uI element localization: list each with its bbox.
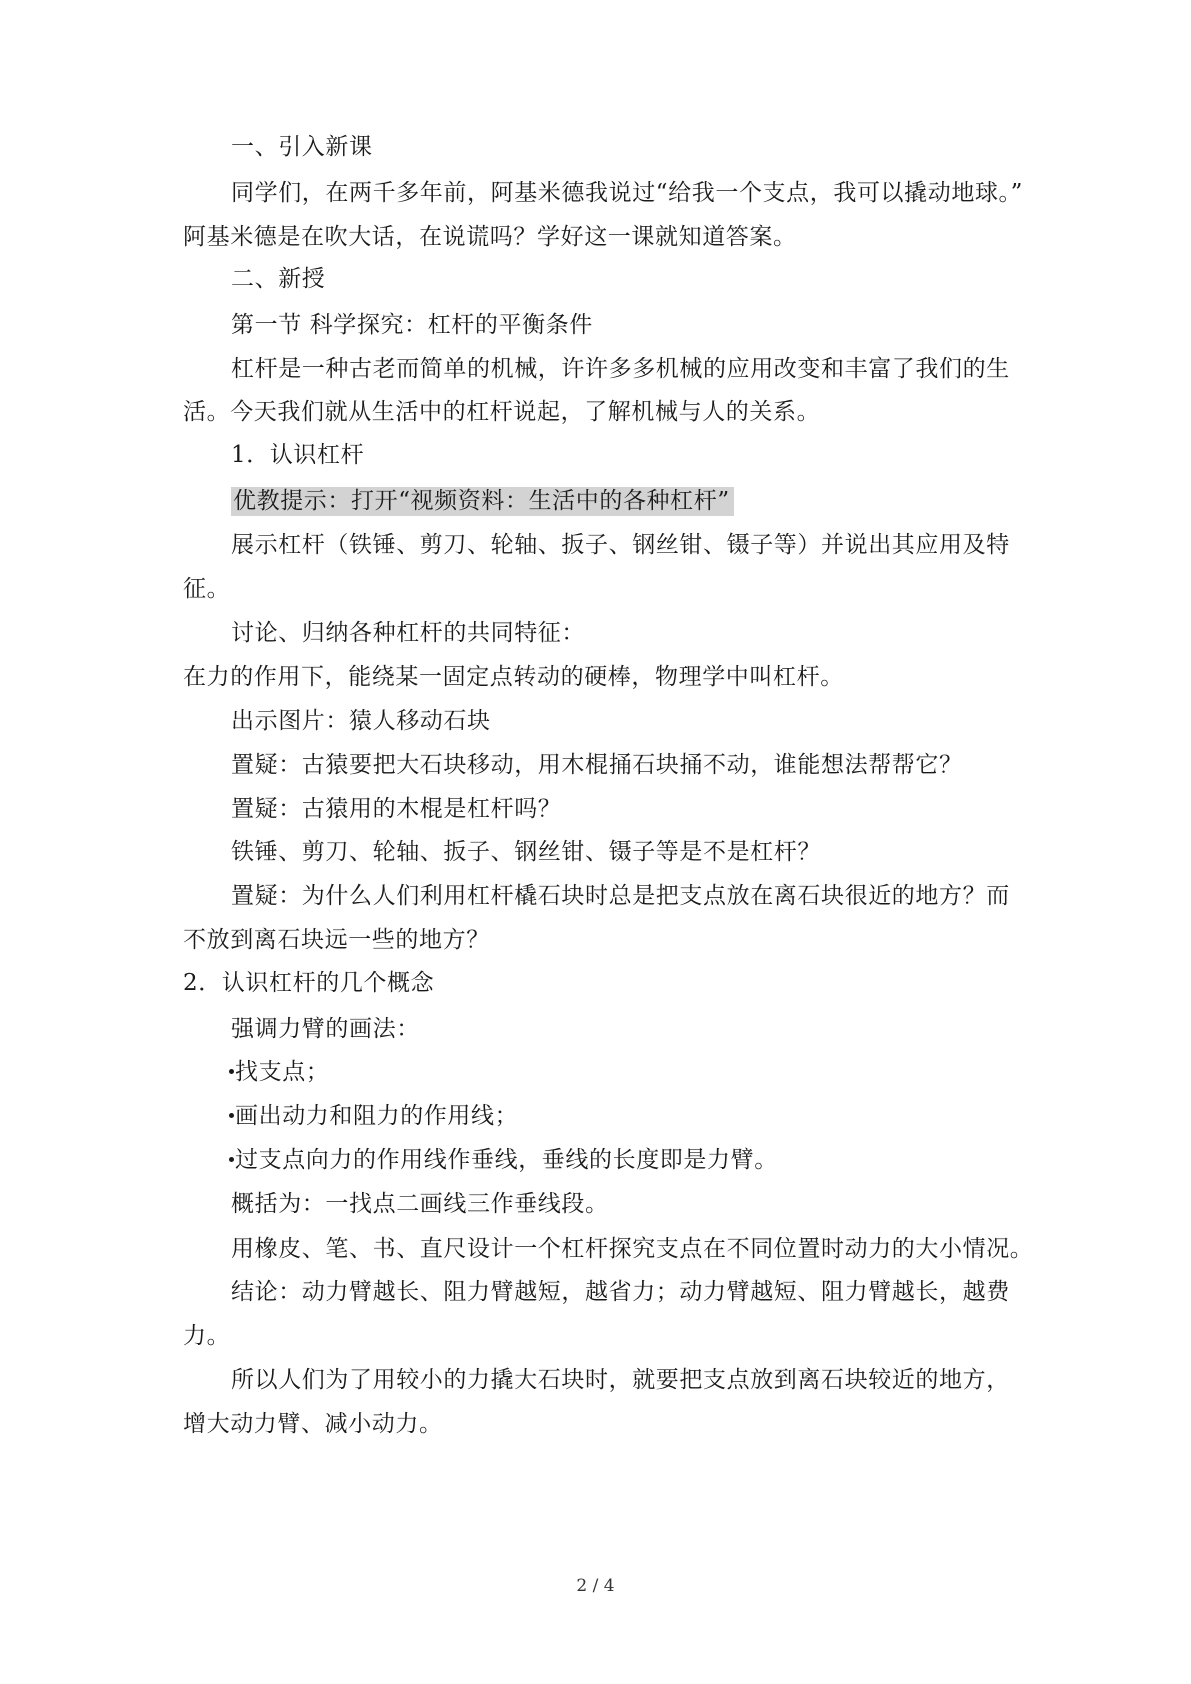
list-item: 画出动力和阻力的作用线；	[229, 1102, 518, 1130]
heading-new-lesson: 二、新授	[231, 266, 326, 292]
paragraph-line: 力。	[183, 1323, 231, 1349]
paragraph-line: 不放到离石块远一些的地方？	[183, 927, 490, 953]
tip-highlight	[231, 487, 734, 515]
paragraph-line: 所以人们为了用较小的力撬大石块时，就要把支点放到离石块较近的地方，	[231, 1367, 1010, 1393]
paragraph-line: 出示图片：猿人移动石块	[231, 708, 491, 734]
section-title: 第一节 科学探究：杠杆的平衡条件	[231, 312, 593, 338]
paragraph-line: 展示杠杆（铁锤、剪刀、轮轴、扳子、钢丝钳、镊子等）并说出其应用及特	[231, 532, 1010, 558]
tip-text: 优教提示：打开“视频资料：生活中的各种杠杆”	[231, 487, 734, 516]
paragraph-line: 阿基米德是在吹大话，在说谎吗？学好这一课就知道答案。	[183, 224, 797, 250]
paragraph-line: 强调力臂的画法：	[231, 1016, 420, 1042]
paragraph-line: 讨论、归纳各种杠杆的共同特征：	[231, 620, 585, 646]
list-item: 过支点向力的作用线作垂线，垂线的长度即是力臂。	[229, 1146, 778, 1174]
paragraph-line: 概括为：一找点二画线三作垂线段。	[231, 1191, 609, 1217]
paragraph-line: 铁锤、剪刀、轮轴、扳子、钢丝钳、镊子等是不是杠杆？	[231, 839, 821, 865]
subheading-concepts: 2．认识杠杆的几个概念	[183, 970, 435, 996]
list-item: 找支点；	[229, 1058, 329, 1086]
paragraph-line: 征。	[183, 576, 231, 602]
paragraph-line: 用橡皮、笔、书、直尺设计一个杠杆探究支点在不同位置时动力的大小情况。	[231, 1236, 1034, 1262]
page-number: 2 / 4	[576, 1576, 615, 1596]
bullet-icon	[229, 1157, 234, 1162]
paragraph-line: 增大动力臂、减小动力。	[183, 1411, 443, 1437]
paragraph-line: 活。今天我们就从生活中的杠杆说起，了解机械与人的关系。	[183, 399, 821, 425]
paragraph-line: 置疑：为什么人们利用杠杆橇石块时总是把支点放在离石块很近的地方？而	[231, 883, 1010, 909]
paragraph-line: 同学们，在两千多年前，阿基米德我说过“给我一个支点，我可以撬动地球。”	[231, 180, 1024, 206]
paragraph-line: 置疑：古猿要把大石块移动，用木棍捅石块捅不动，谁能想法帮帮它？	[231, 752, 963, 778]
heading-intro: 一、引入新课	[231, 134, 373, 160]
subheading-know-lever: 1．认识杠杆	[231, 442, 365, 468]
paragraph-line: 置疑：古猿用的木棍是杠杆吗？	[231, 796, 562, 822]
bullet-icon	[229, 1113, 234, 1118]
paragraph-line: 在力的作用下，能绕某一固定点转动的硬棒，物理学中叫杠杆。	[183, 664, 844, 690]
bullet-icon	[229, 1069, 234, 1074]
paragraph-line: 杠杆是一种古老而简单的机械，许许多多机械的应用改变和丰富了我们的生	[231, 356, 1010, 382]
paragraph-line: 结论：动力臂越长、阻力臂越短，越省力；动力臂越短、阻力臂越长，越费	[231, 1279, 1010, 1305]
